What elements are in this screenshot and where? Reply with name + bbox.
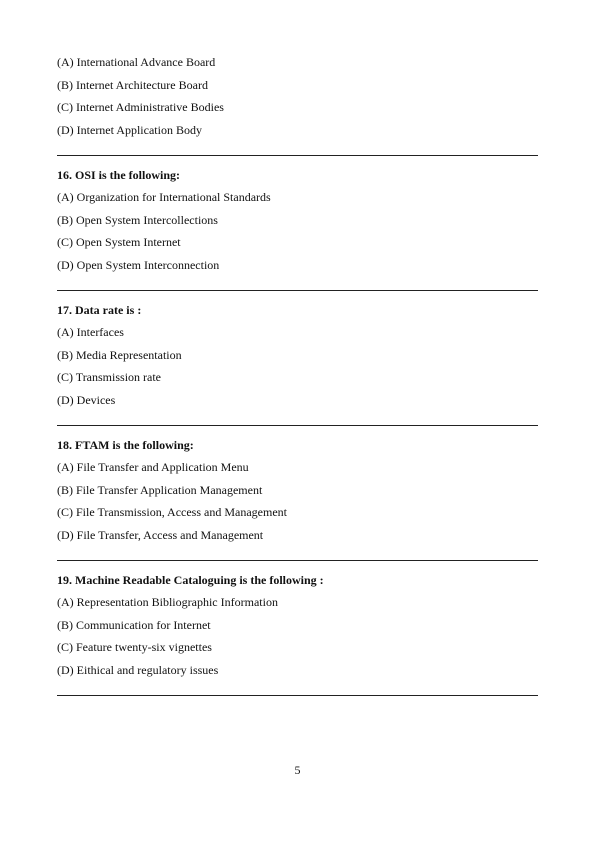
question-16 — [57, 168, 538, 272]
question-19 — [57, 573, 538, 677]
separator-rule — [57, 560, 538, 561]
option-d: (D) Devices — [57, 392, 116, 407]
option-a: (A) Representation Bibliographic Information — [57, 595, 278, 609]
separator-rule — [57, 695, 538, 696]
option-c: (C) Open System Internet — [57, 235, 181, 249]
option-a: (A) International Advance Board — [57, 55, 216, 69]
option-c: (C) Transmission rate — [57, 370, 162, 384]
option-a: (A) Organization for International Standards — [57, 190, 271, 204]
question-15-options — [57, 55, 538, 137]
page-content — [57, 55, 538, 708]
question-title: 18. FTAM is the following: — [57, 437, 194, 452]
option-c: (C) Feature twenty-six vignettes — [57, 640, 212, 654]
option-d: (D) File Transfer, Access and Management — [57, 527, 264, 542]
option-a: (A) Interfaces — [57, 325, 124, 339]
separator-rule — [57, 290, 538, 291]
question-title: 19. Machine Readable Cataloguing is the following : — [57, 572, 324, 587]
option-d: (D) Open System Interconnection — [57, 257, 220, 272]
option-b: (B) Open System Intercollections — [57, 212, 218, 227]
option-c: (C) Internet Administrative Bodies — [57, 100, 224, 114]
option-b: (B) Communication for Internet — [57, 617, 211, 632]
question-18 — [57, 438, 538, 542]
option-c: (C) File Transmission, Access and Management — [57, 505, 287, 519]
question-title: 16. OSI is the following: — [57, 167, 181, 182]
separator-rule — [57, 155, 538, 156]
option-d: (D) Eithical and regulatory issues — [57, 662, 219, 677]
option-b: (B) Internet Architecture Board — [57, 77, 208, 92]
option-b: (B) Media Representation — [57, 347, 182, 362]
question-title: 17. Data rate is : — [57, 302, 142, 317]
option-d: (D) Internet Application Body — [57, 122, 202, 137]
page-number: 5 — [294, 763, 301, 777]
option-b: (B) File Transfer Application Management — [57, 482, 263, 497]
option-a: (A) File Transfer and Application Menu — [57, 460, 249, 474]
separator-rule — [57, 425, 538, 426]
question-17 — [57, 303, 538, 407]
